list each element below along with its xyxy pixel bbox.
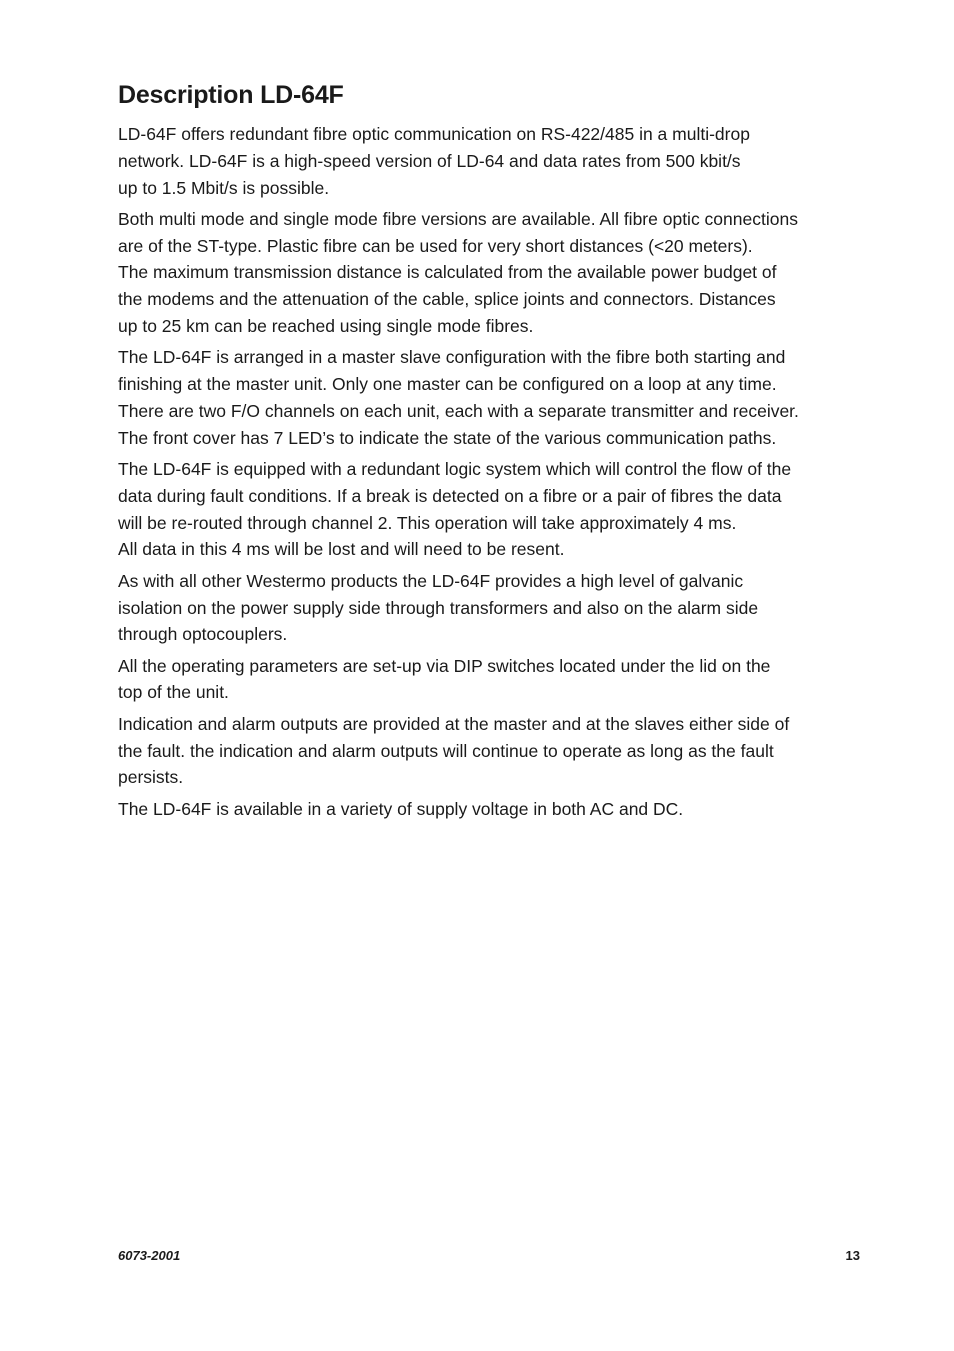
text-line: As with all other Westermo products the LD-64F provides a high level of galvanic (118, 570, 744, 591)
text-line: top of the unit. (118, 682, 229, 703)
text-line: persists. (118, 767, 184, 788)
text-line: All the operating parameters are set-up via DIP switches located under the lid on the (118, 655, 771, 676)
text-line: The LD-64F is arranged in a master slave configuration with the fibre both starting and (118, 347, 786, 368)
text-line: The LD-64F is equipped with a redundant logic system which will control the flow of the (118, 459, 792, 480)
text-line: the modems and the attenuation of the cable, splice joints and connectors. Distances (118, 289, 776, 310)
text-line: There are two F/O channels on each unit, each with a separate transmitter and receiver. (118, 400, 799, 421)
paragraph-4 (118, 456, 878, 563)
text-line: Indication and alarm outputs are provided at the master and at the slaves either side of (118, 713, 790, 734)
text-line: network. LD-64F is a high-speed version of LD-64 and data rates from 500 kbit/s (118, 150, 741, 171)
paragraph-5 (118, 568, 878, 648)
text-line: Both multi mode and single mode fibre versions are available. All fibre optic connections (118, 208, 798, 229)
paragraph-2 (118, 206, 878, 340)
page-title: Description LD-64F (118, 81, 344, 109)
paragraph-3 (118, 344, 878, 451)
text-line: data during fault conditions. If a break is detected on a fibre or a pair of fibres the data (118, 485, 782, 506)
body-text (118, 121, 878, 827)
text-line: up to 1.5 Mbit/s is possible. (118, 177, 330, 198)
text-line: through optocouplers. (118, 624, 288, 645)
paragraph-6 (118, 653, 878, 707)
text-line: will be re-routed through channel 2. This operation will take approximately 4 ms. (118, 512, 737, 533)
paragraph-1 (118, 121, 878, 201)
paragraph-8 (118, 796, 878, 823)
text-line: up to 25 km can be reached using single mode fibres. (118, 316, 534, 337)
text-line: are of the ST-type. Plastic fibre can be used for very short distances (<20 meters). (118, 235, 753, 256)
footer-page-number: 13 (845, 1248, 860, 1263)
text-line: The maximum transmission distance is calculated from the available power budget of (118, 262, 777, 283)
text-line: the fault. the indication and alarm outputs will continue to operate as long as the fault (118, 740, 774, 761)
text-line: finishing at the master unit. Only one master can be configured on a loop at any time. (118, 374, 777, 395)
text-line: The LD-64F is available in a variety of supply voltage in both AC and DC. (118, 798, 684, 819)
text-line: isolation on the power supply side through transformers and also on the alarm side (118, 597, 759, 618)
text-line: The front cover has 7 LED’s to indicate the state of the various communication paths. (118, 427, 777, 448)
paragraph-7 (118, 711, 878, 791)
text-line: All data in this 4 ms will be lost and will need to be resent. (118, 539, 565, 560)
text-line: LD-64F offers redundant fibre optic communication on RS-422/485 in a multi-drop (118, 124, 750, 144)
footer-doc-number: 6073-2001 (118, 1248, 181, 1263)
